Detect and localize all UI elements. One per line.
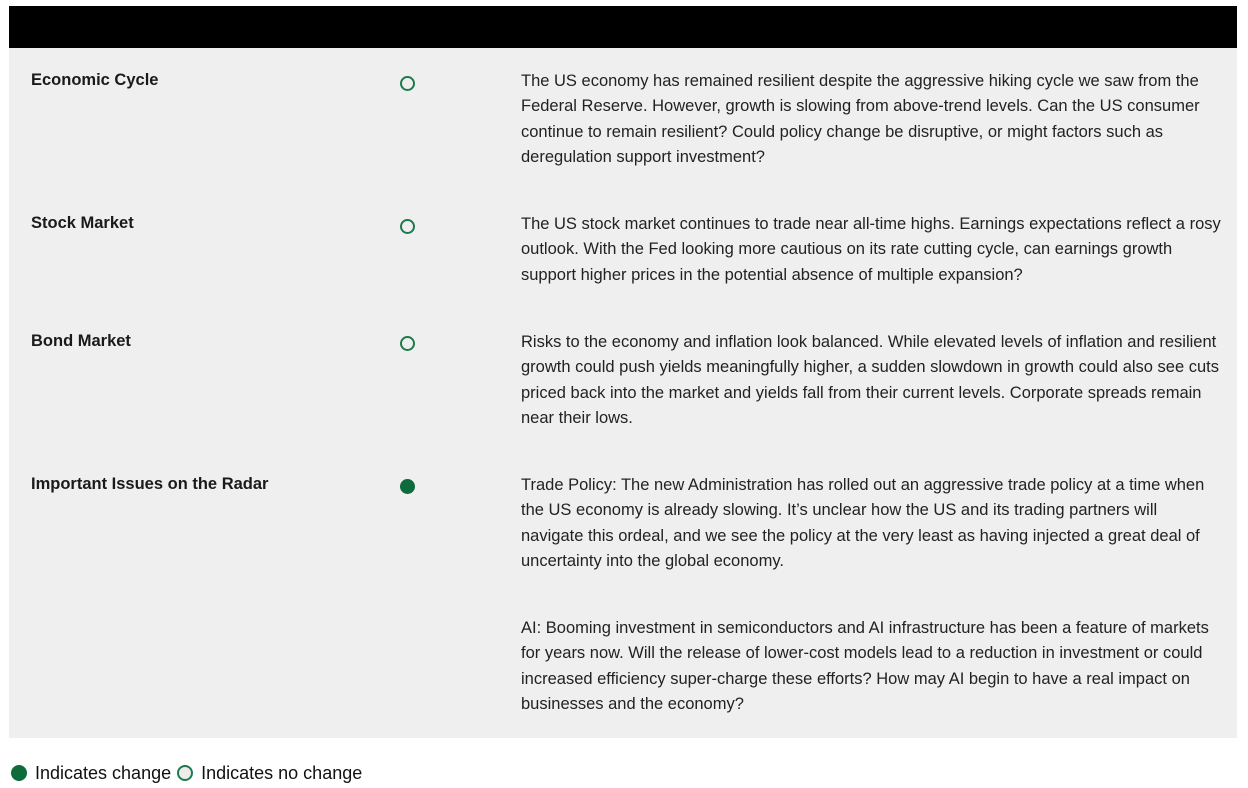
row-description-ai: AI: Booming investment in semiconductors and AI infrastructure has been a feature of markets for years now. Will the release of lower-cost models lead to a reduction in investment or could increased efficiency super-charge these efforts? How may AI begin to have a real impact on businesses and the economy?: [521, 619, 1209, 713]
no-change-indicator-icon: [400, 219, 415, 234]
legend-no-change-label: Indicates no change: [201, 762, 363, 783]
no-change-legend-icon: [177, 765, 193, 781]
row-description-stock-market: The US stock market continues to trade near all-time highs. Earnings expectations reflect a rosy outlook. With the Fed looking more cautious on its rate cutting cycle, can earnings growth support higher prices in the potential absence of multiple expansion?: [521, 215, 1221, 284]
change-legend-icon: [11, 765, 27, 781]
legend-change-label: Indicates change: [35, 762, 172, 783]
row-description-trade-policy: Trade Policy: The new Administration has rolled out an aggressive trade policy at a time when the US economy is already slowing. It’s unclear how the US and its trading partners will navigate this ordeal, and we see the policy at the very least as having injected a great deal of uncertainty into the global economy.: [521, 476, 1205, 570]
row-description-bond-market: Risks to the economy and inflation look balanced. While elevated levels of inflation and resilient growth could push yields meaningfully higher, a sudden slowdown in growth could also see cuts priced back into the market and yields fall from their current levels. Corporate spreads remain near their lows.: [521, 333, 1219, 427]
legend: [11, 762, 362, 784]
row-title-important-issues: Important Issues on the Radar: [31, 475, 269, 493]
row-title-stock-market: Stock Market: [31, 214, 134, 232]
row-title-economic-cycle: Economic Cycle: [31, 71, 159, 89]
row-title-bond-market: Bond Market: [31, 332, 131, 350]
no-change-indicator-icon: [400, 336, 415, 351]
change-indicator-icon: [400, 479, 415, 494]
no-change-indicator-icon: [400, 76, 415, 91]
row-description-economic-cycle: The US economy has remained resilient despite the aggressive hiking cycle we saw from the Federal Reserve. However, growth is slowing from above-trend levels. Can the US consumer continue to remain resilient? Could policy change be disruptive, or might factors such as deregulation support investment?: [521, 72, 1200, 166]
table-header-bar: [9, 6, 1237, 48]
outlook-table: [9, 6, 1237, 738]
